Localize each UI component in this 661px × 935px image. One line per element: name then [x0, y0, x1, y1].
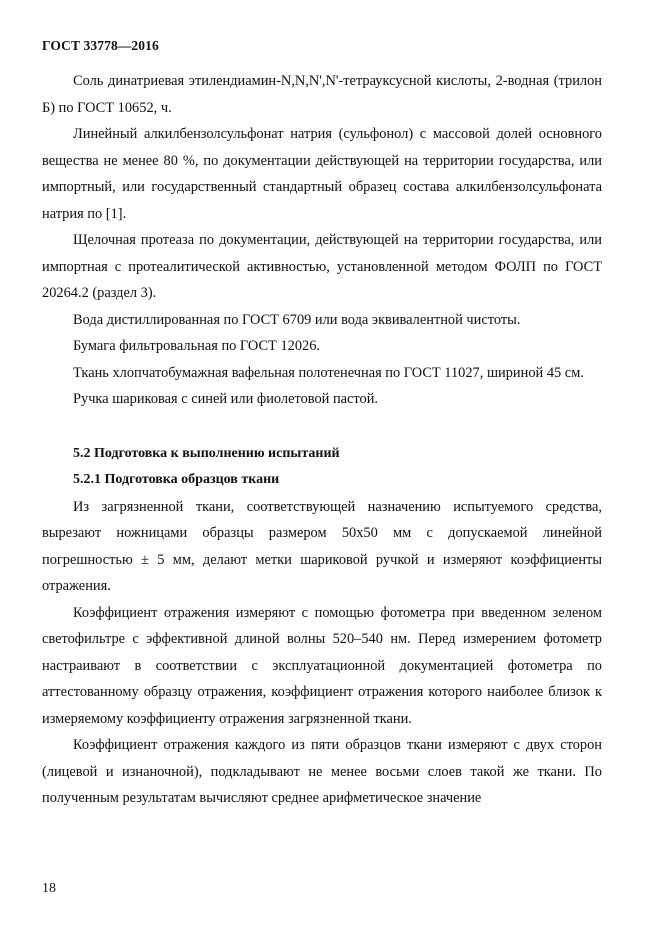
paragraph-photometer: Коэффициент отражения измеряют с помощью фотометра при введенном зеленом светофильтре с эффективной длиной волны 520–540 нм. Перед измерением фотометр настраивают в соответствии с эксплуатационной документацией фотометра по аттестованному образцу отражения, коэффициент отражения которого наиболее близок к измеряемому коэффициенту отражения загрязненной ткани.	[42, 604, 602, 727]
paragraph-measurement: Коэффициент отражения каждого из пяти образцов ткани измеряют с двух сторон (лицевой и изнаночной), подкладывают не менее восьми слоев такой же ткани. По полученным результатам вычисляют среднее арифметическое значение	[42, 737, 602, 806]
section-spacer	[42, 413, 602, 441]
subsection-heading: 5.2.1 Подготовка образцов ткани	[73, 472, 280, 487]
paragraph-filter-paper: Бумага фильтровальная по ГОСТ 12026.	[73, 338, 321, 354]
paragraph-water: Вода дистиллированная по ГОСТ 6709 или вода эквивалентной чистоты.	[73, 311, 521, 328]
paragraph-protease: Щелочная протеаза по документации, действующей на территории государства, или импортная с протеалитической активностью, установленной методом ФОЛП по ГОСТ 20264.2 (раздел 3).	[42, 232, 602, 301]
paragraph-sample-cutting: Из загрязненной ткани, соответствующей назначению испытуемого средства, вырезают ножницами образцы размером 50х50 мм с допускаемой линейной погрешностью ± 5 мм, делают метки шариковой ручкой и измеряют коэффициенты отражения.	[42, 498, 602, 594]
page-number: 18	[42, 881, 56, 896]
paragraph-trilon: Соль динатриевая этилендиамин-N,N,N',N'-тетрауксусной кислоты, 2-водная (трилон Б) по ГОСТ 10652, ч.	[42, 73, 602, 116]
section-heading: 5.2 Подготовка к выполнению испытаний	[73, 445, 340, 461]
paragraph-fabric: Ткань хлопчатобумажная вафельная полотенечная по ГОСТ 11027, шириной 45 см.	[73, 364, 584, 381]
paragraph-pen: Ручка шариковая с синей или фиолетовой пастой.	[73, 391, 379, 407]
document-body	[42, 68, 602, 812]
paragraph-sulfonol: Линейный алкилбензолсульфонат натрия (сульфонол) с массовой долей основного вещества не менее 80 %, по документации действующей на территории государства, или импортный, или государственный стандартный образец состава алкилбензолсульфоната натрия по [1].	[42, 126, 602, 222]
document-header: ГОСТ 33778—2016	[42, 38, 159, 53]
